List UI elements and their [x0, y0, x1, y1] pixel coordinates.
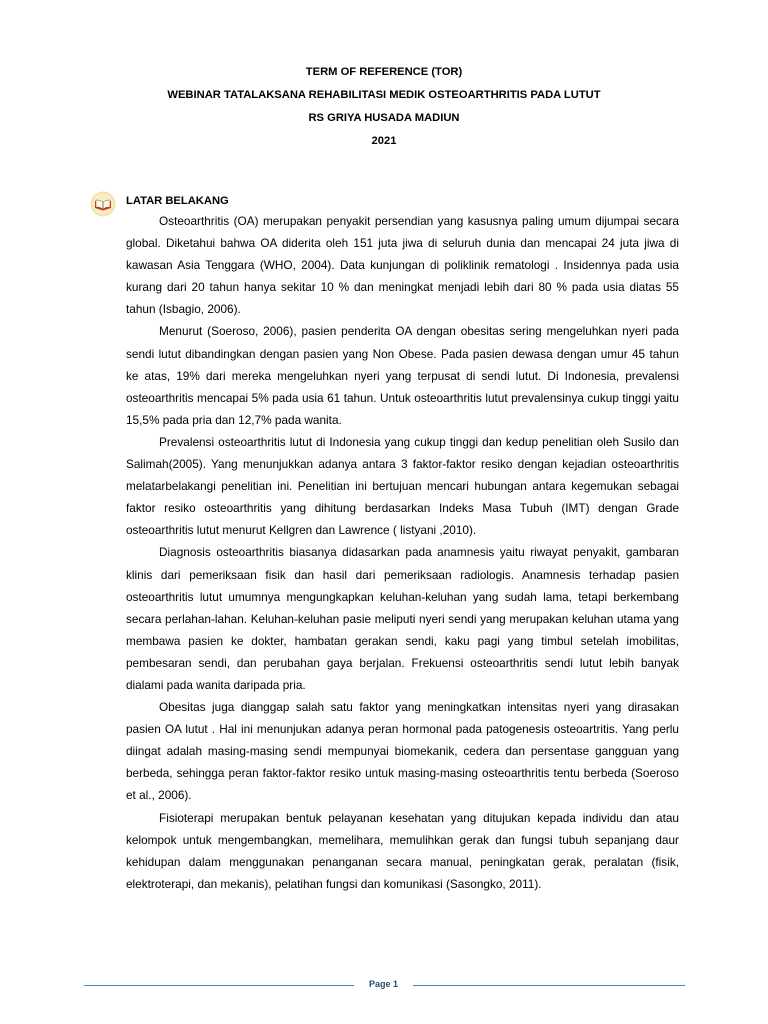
section-heading: LATAR BELAKANG: [126, 195, 229, 207]
paragraph-1: Osteoarthritis (OA) merupakan penyakit persendian yang kasusnya paling umum dijumpai secara global. Diketahui bahwa OA diderita oleh 151 juta jiwa di seluruh dunia dan mencapai 24 juta jiwa di kawasan Asia Tenggara (WHO, 2004). Data kunjungan di poliklinik rematologi . Insidennya pada usia kurang dari 20 tahun hanya sekitar 10 % dan meningkat menjadi lebih dari 80 % pada usia diatas 55 tahun (Isbagio, 2006).: [126, 214, 679, 317]
title-line-3: RS GRIYA HUSADA MADIUN: [308, 112, 460, 124]
document-title-block: [0, 61, 768, 153]
body-text: [126, 210, 679, 895]
paragraph-2: Menurut (Soeroso, 2006), pasien penderita OA dengan obesitas sering mengeluhkan nyeri pada sendi lutut dibandingkan dengan pasien yang Non Obese. Pada pasien dewasa dengan umur 45 tahun ke atas, 19% dari mereka mengeluhkan nyeri yang terpusat di sendi lutut. Di Indonesia, prevalensi osteoarthritis mencapai 5% pada usia 61 tahun. Untuk osteoarthritis lutut prevalensinya cukup tinggi yaitu 15,5% pada pria dan 12,7% pada wanita.: [126, 324, 679, 427]
footer-rule-left: [84, 985, 354, 986]
paragraph-6: Fisioterapi merupakan bentuk pelayanan kesehatan yang ditujukan kepada individu dan atau kelompok untuk mengembangkan, memelihara, memulihkan gerak dan fungsi tubuh sepanjang daur kehidupan dalam menggunakan penanganan secara manual, peningkatan gerak, peralatan (fisik, elektroterapi, dan mekanis), pelatihan fungsi dan komunikasi (Sasongko, 2011).: [126, 810, 679, 891]
title-line-4: 2021: [371, 135, 397, 147]
paragraph-5: Obesitas juga dianggap salah satu faktor yang meningkatkan intensitas nyeri yang dirasakan pasien OA lutut . Hal ini menunjukan adanya peran hormonal pada patogenesis osteoartritis. Yang perlu diingat adalah masing-masing sendi mempunyai biomekanik, cedera dan persentase gangguan yang berbeda, sehingga peran faktor-faktor resiko untuk masing-masing osteoarthritis tentu berbeda (Soeroso et al., 2006).: [126, 700, 679, 803]
title-line-1: TERM OF REFERENCE (TOR): [305, 66, 463, 78]
page-number: Page 1: [368, 979, 399, 989]
paragraph-4: Diagnosis osteoarthritis biasanya didasarkan pada anamnesis yaitu riwayat penyakit, gambaran klinis dari pemeriksaan fisik dan hasil dari pemeriksaan radiologis. Anamnesis terhadap pasien osteoarthritis lutut umumnya mengungkapkan keluhan-keluhan yang sudah lama, tetapi berkembang secara perlahan-lahan. Keluhan-keluhan pasie meliputi nyeri sendi yang merupakan keluhan utama yang membawa pasien ke dokter, hambatan gerakan sendi, kaku pagi yang timbul setelah imobilitas, pembesaran sendi, dan perubahan gaya berjalan. Frekuensi osteoarthritis sendi lutut lebih banyak dialami pada wanita daripada pria.: [126, 545, 679, 692]
paragraph-3: Prevalensi osteoarthritis lutut di Indonesia yang cukup tinggi dan kedup penelitian oleh Susilo dan Salimah(2005). Yang menunjukkan adanya antara 3 faktor-faktor resiko dengan kejadian osteoarthritis melatarbelakangi penelitian ini. Penelitian ini bertujuan mencari hubungan antara kegemukan sebagai faktor resiko osteoarthritis yang dihitung berdasarkan Indeks Masa Tubuh (IMT) dengan Grade osteoarthritis lutut menurut Kellgren dan Lawrence ( listyani ,2010).: [126, 434, 679, 538]
book-icon: [90, 191, 116, 217]
footer-rule-right: [413, 985, 685, 986]
title-line-2: WEBINAR TATALAKSANA REHABILITASI MEDIK OSTEOARTHRITIS PADA LUTUT: [167, 89, 601, 101]
